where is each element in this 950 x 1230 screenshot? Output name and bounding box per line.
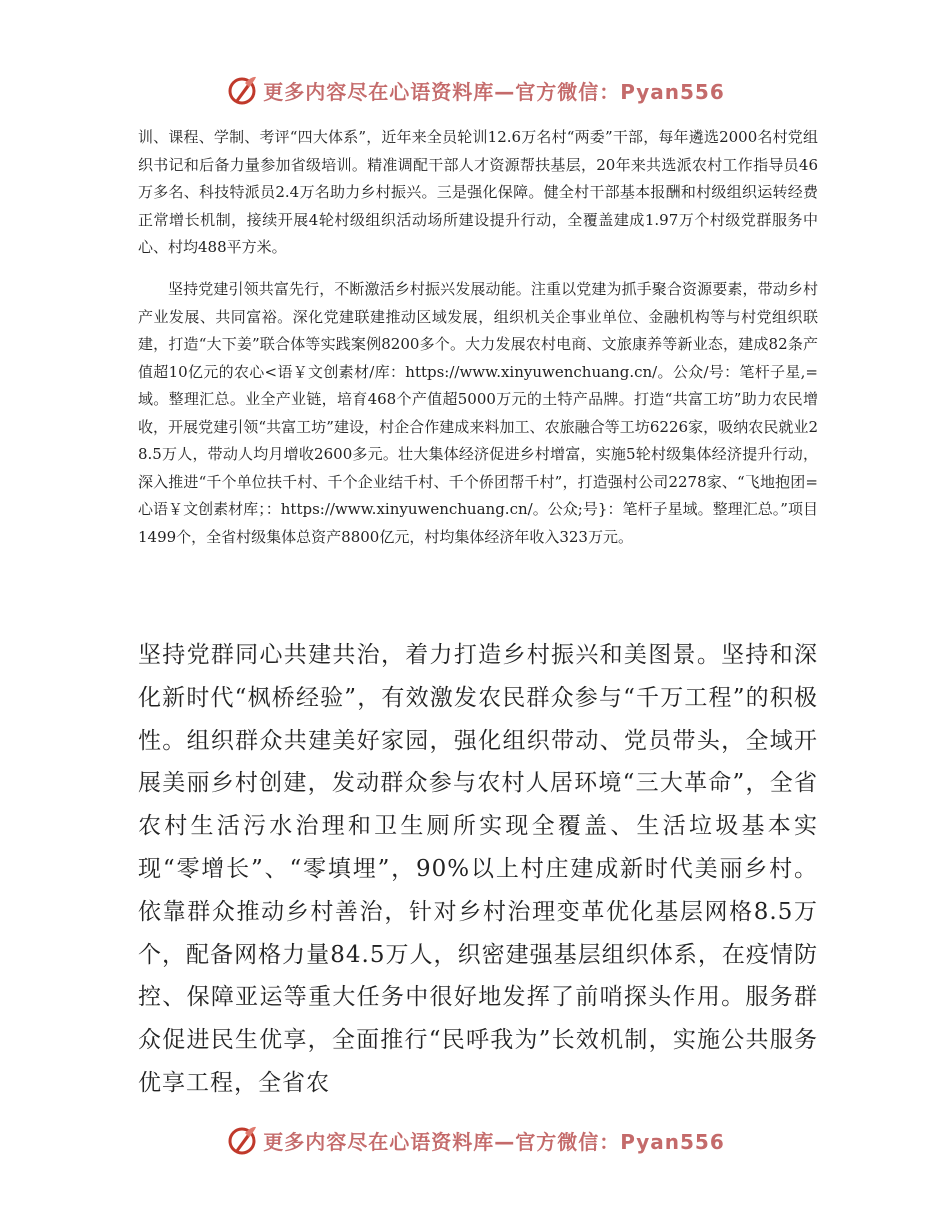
- header-banner-text: 更多内容尽在心语资料库—官方微信：Pyan556: [263, 79, 725, 104]
- quill-logo-icon: [225, 73, 259, 107]
- footer-banner: [0, 1120, 950, 1160]
- footer-banner-text: 更多内容尽在心语资料库—官方微信：Pyan556: [263, 1129, 725, 1154]
- paragraph-1: 训、课程、学制、考评“四大体系”，近年来全员轮训12.6万名村“两委”干部，每年遴选2000名村党组织书记和后备力量参加省级培训。精准调配干部人才资源帮扶基层，20年来共选派农村工作指导员46万多名、科技特派员2.4万名助力乡村振兴。三是强化保障。健全村干部基本报酬和村级组织运转经费正常增长机制，接续开展4轮村级组织活动场所建设提升行动，全覆盖建成1.97万个村级党群服务中心、村均488平方米。: [138, 128, 818, 256]
- header-banner: [0, 70, 950, 110]
- paragraph-2: 坚持党建引领共富先行，不断激活乡村振兴发展动能。注重以党建为抓手聚合资源要素，带动乡村产业发展、共同富裕。深化党建联建推动区域发展，组织机关企事业单位、金融机构等与村党组织联建，打造“大下姜”联合体等实践案例8200多个。大力发展农村电商、文旅康养等新业态，建成82条产值超10亿元的农心<语￥文创素材/库：https://www.xinyuwenchuang.cn/。公众/号：笔杆子星,=域。整理汇总。业全产业链，培育468个产值超5000万元的土特产品牌。打造“共富工坊”助力农民增收，开展党建引领“共富工坊”建设，村企合作建成来料加工、农旅融合等工坊6226家，吸纳农民就业28.5万人，带动人均月增收2600多元。壮大集体经济促进乡村增富，实施5轮村级集体经济提升行动，深入推进“千个单位扶千村、千个企业结千村、千个侨团帮千村”，打造强村公司2278家、“飞地抱团=心语￥文创素材库；：https://www.xinyuwenchuang.cn/。公众;号}：笔杆子星域。整理汇总。”项目1499个，全省村级集体总资产8800亿元，村均集体经济年收入323万元。: [138, 280, 818, 546]
- paragraph-3: 坚持党群同心共建共治，着力打造乡村振兴和美图景。坚持和深化新时代“枫桥经验”，有效激发农民群众参与“千万工程”的积极性。组织群众共建美好家园，强化组织带动、党员带头，全域开展美丽乡村创建，发动群众参与农村人居环境“三大革命”，全省农村生活污水治理和卫生厕所实现全覆盖、生活垃圾基本实现“零增长”、“零填埋”，90%以上村庄建成新时代美丽乡村。依靠群众推动乡村善治，针对乡村治理变革优化基层网格8.5万个，配备网格力量84.5万人，织密建强基层组织体系，在疫情防控、保障亚运等重大任务中很好地发挥了前哨探头作用。服务群众促进民生优享，全面推行“民呼我为”长效机制，实施公共服务优享工程，全省农: [138, 642, 818, 1096]
- quill-logo-icon: [225, 1123, 259, 1157]
